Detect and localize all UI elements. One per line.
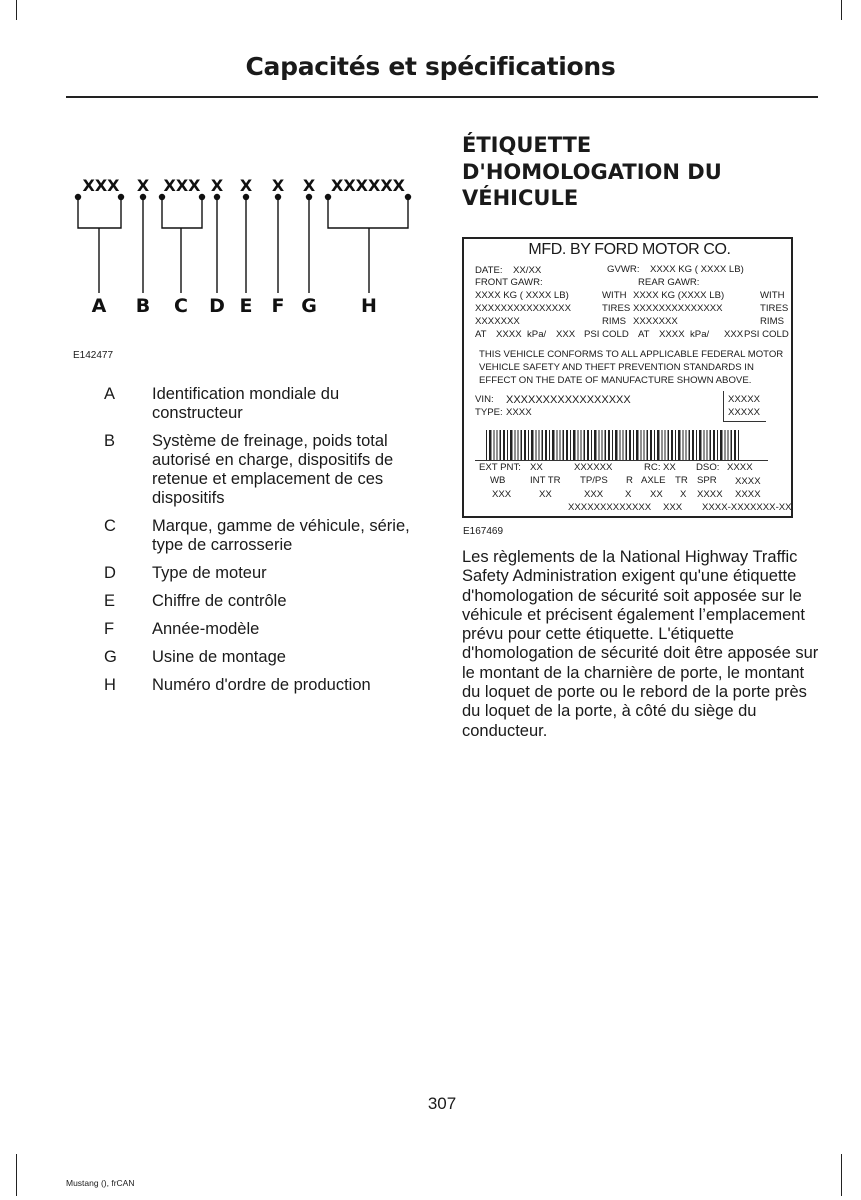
barcode-bar bbox=[612, 430, 613, 460]
section-heading-line: D'HOMOLOGATION DU bbox=[462, 159, 722, 184]
label-spr-value: XXXX bbox=[735, 476, 761, 487]
legend-description: Marque, gamme de véhicule, série, type de carrosserie bbox=[152, 517, 410, 554]
label-tr: TR bbox=[675, 475, 688, 486]
label-gvwr: GVWR: bbox=[607, 264, 640, 275]
figure-reference: E167469 bbox=[463, 526, 504, 537]
barcode-bar bbox=[542, 430, 544, 460]
barcode-bar bbox=[662, 430, 663, 460]
vin-code-a: XXX bbox=[82, 176, 120, 195]
label-box-code: XXXXX bbox=[728, 407, 760, 418]
barcode-bar bbox=[608, 430, 610, 460]
barcode-bar bbox=[552, 430, 555, 460]
barcode-bar bbox=[641, 430, 642, 460]
label-type: TYPE: bbox=[475, 407, 503, 418]
barcode-bar bbox=[570, 430, 571, 460]
vin-letter-a: A bbox=[91, 295, 107, 317]
barcode-bar bbox=[615, 430, 618, 460]
barcode-bar bbox=[713, 430, 715, 460]
section-heading-line: VÉHICULE bbox=[462, 186, 579, 210]
label-gvwr-value: XXXX KG ( XXXX LB) bbox=[650, 264, 744, 275]
vin-letter-f: F bbox=[271, 295, 285, 317]
vin-letter-h: H bbox=[361, 295, 377, 317]
barcode-bar bbox=[704, 430, 705, 460]
label-rims: RIMS bbox=[760, 316, 784, 327]
label-box-code: XXXXX bbox=[728, 394, 760, 405]
barcode-bar bbox=[584, 430, 586, 460]
vin-letter-b: B bbox=[135, 295, 151, 317]
vin-letter-g: G bbox=[301, 295, 317, 317]
barcode-bar bbox=[507, 430, 508, 460]
label-manufacturer: MFD. BY FORD MOTOR CO. bbox=[528, 241, 731, 258]
barcode-bar bbox=[731, 430, 733, 460]
legend-description: Chiffre de contrôle bbox=[152, 592, 287, 610]
label-spr: SPR bbox=[697, 475, 717, 486]
barcode-bar bbox=[587, 430, 589, 460]
label-long-code-b: XXX bbox=[663, 502, 683, 513]
legend-item bbox=[104, 676, 434, 695]
legend-item bbox=[104, 385, 434, 423]
label-rear-tire: XXXXXXXXXXXXXX bbox=[633, 303, 723, 314]
label-date-value: XX/XX bbox=[513, 265, 542, 276]
barcode-bar bbox=[644, 430, 645, 460]
barcode-bar bbox=[486, 430, 487, 460]
legend-key: A bbox=[104, 385, 116, 403]
certification-label bbox=[462, 237, 793, 518]
label-dso-code: XXXX-XXXXXXX-XX bbox=[702, 502, 792, 513]
label-rear-rim: XXXXXXX bbox=[633, 316, 678, 327]
barcode-bar bbox=[566, 430, 568, 460]
crop-mark bbox=[16, 1154, 17, 1196]
barcode-bar bbox=[599, 430, 600, 460]
barcode-bar bbox=[536, 430, 537, 460]
barcode-bar bbox=[665, 430, 666, 460]
legend-key: E bbox=[104, 592, 116, 610]
label-axle-value: XX bbox=[650, 489, 663, 500]
vin-code-d: X bbox=[210, 176, 224, 195]
label-at: AT bbox=[475, 329, 487, 340]
barcode-bar bbox=[675, 430, 676, 460]
label-rear-weight: XXXX KG (XXXX LB) bbox=[633, 290, 725, 301]
label-dso: DSO: bbox=[696, 462, 720, 473]
legend-key: D bbox=[104, 564, 116, 582]
label-psi: XXX bbox=[724, 329, 744, 340]
vin-code-g: X bbox=[302, 176, 316, 195]
vin-letter-c: C bbox=[174, 295, 188, 317]
legend-description: Usine de montage bbox=[152, 648, 286, 666]
legend-item bbox=[104, 592, 434, 611]
barcode-bar bbox=[725, 430, 726, 460]
vin-code-h: XXXXXX bbox=[330, 176, 406, 195]
label-rims: RIMS bbox=[602, 316, 626, 327]
barcode-bar bbox=[620, 430, 621, 460]
legend-item bbox=[104, 517, 434, 555]
legend-key: B bbox=[104, 432, 116, 450]
barcode-bar bbox=[563, 430, 565, 460]
barcode-bar bbox=[500, 430, 502, 460]
barcode-bar bbox=[657, 430, 660, 460]
barcode-bar bbox=[720, 430, 723, 460]
legend-key: F bbox=[104, 620, 115, 638]
barcode-bar bbox=[626, 430, 628, 460]
vin-code-f: X bbox=[271, 176, 285, 195]
barcode-bar bbox=[647, 430, 649, 460]
label-wb-value: XXX bbox=[492, 489, 512, 500]
label-tr-value: X bbox=[680, 489, 687, 500]
barcode-bar bbox=[521, 430, 523, 460]
label-vin-value: XXXXXXXXXXXXXXXXX bbox=[506, 394, 631, 406]
label-ext-pnt-value: XX bbox=[530, 462, 543, 473]
barcode-bar bbox=[650, 430, 652, 460]
label-dso-value: XXXX bbox=[727, 462, 753, 473]
barcode-bar bbox=[591, 430, 592, 460]
label-pressure: XXXX bbox=[496, 329, 522, 340]
barcode-bar bbox=[557, 430, 558, 460]
barcode-bar bbox=[683, 430, 684, 460]
barcode-bar bbox=[707, 430, 708, 460]
label-axle: AXLE bbox=[641, 475, 666, 486]
label-front-weight: XXXX KG ( XXXX LB) bbox=[475, 290, 569, 301]
legend-description: Type de moteur bbox=[152, 564, 267, 582]
label-conformity-line: THIS VEHICLE CONFORMS TO ALL APPLICABLE FEDERAL MOTOR bbox=[479, 349, 784, 360]
vin-code-e: X bbox=[239, 176, 253, 195]
section-heading-line: ÉTIQUETTE bbox=[462, 133, 592, 157]
label-ext-pnt-code: XXXXXX bbox=[574, 462, 613, 473]
barcode-bar bbox=[623, 430, 624, 460]
legend-item bbox=[104, 648, 434, 667]
barcode-bar bbox=[671, 430, 673, 460]
barcode-bar bbox=[734, 430, 736, 460]
barcode-bar bbox=[629, 430, 631, 460]
barcode-bar bbox=[497, 430, 498, 460]
vin-code-c: XXX bbox=[163, 176, 201, 195]
legend-key: H bbox=[104, 676, 116, 694]
label-pressure: XXXX bbox=[659, 329, 685, 340]
barcode-bar bbox=[573, 430, 576, 460]
vin-letter-e: E bbox=[239, 295, 253, 317]
label-rc-value: XX bbox=[663, 462, 676, 473]
page-number: 307 bbox=[427, 1094, 457, 1113]
label-rear-gawr: REAR GAWR: bbox=[638, 277, 700, 288]
label-vin: VIN: bbox=[475, 394, 494, 405]
label-type-value: XXXX bbox=[506, 407, 532, 418]
legend-description: Système de freinage, poids total autorisé en charge, dispositifs de retenue et emplacement de ces dispositifs bbox=[152, 432, 394, 507]
label-with: WITH bbox=[760, 290, 785, 301]
barcode-bar bbox=[605, 430, 607, 460]
legend-item bbox=[104, 620, 434, 639]
barcode-bar bbox=[668, 430, 670, 460]
label-tp-ps-value: XXX bbox=[584, 489, 604, 500]
label-at: AT bbox=[638, 329, 650, 340]
label-long-code: XXXXXXXXXXXXX bbox=[568, 502, 652, 513]
barcode-bar bbox=[654, 430, 655, 460]
barcode-bar bbox=[738, 430, 739, 460]
body-paragraph: Les règlements de la National Highway Traffic Safety Administration exigent qu'une étiquette d'homologation de sécurité soit apposée sur le véhicule et précisent également l’emplacement prévu pour cette étiquette. L'étiquette d'homologation de sécurité doit être apposée sur le montant de la charnière de porte, le montant du loquet de porte ou le rebord de la porte près du loquet de la porte, à côté du siège du conducteur. bbox=[462, 548, 819, 740]
label-psi-cold: PSI COLD bbox=[584, 329, 629, 340]
legend-key: C bbox=[104, 517, 116, 535]
barcode-bar bbox=[633, 430, 634, 460]
section-heading bbox=[462, 132, 802, 212]
label-r: R bbox=[626, 475, 633, 486]
label-psi-cold: PSI COLD bbox=[744, 329, 789, 340]
crop-mark bbox=[16, 0, 17, 20]
header-divider bbox=[66, 96, 818, 98]
page-title: Capacités et spécifications bbox=[245, 52, 616, 81]
label-spr-code: XXXX bbox=[735, 489, 761, 500]
label-tp-ps: TP/PS bbox=[580, 475, 608, 486]
barcode-bar bbox=[636, 430, 639, 460]
barcode-bar bbox=[686, 430, 687, 460]
label-psi: XXX bbox=[556, 329, 576, 340]
label-ext-pnt: EXT PNT: bbox=[479, 462, 521, 473]
barcode-bar bbox=[503, 430, 505, 460]
barcode-bar bbox=[510, 430, 513, 460]
label-conformity-line: VEHICLE SAFETY AND THEFT PREVENTION STANDARDS IN bbox=[479, 362, 754, 373]
barcode-bar bbox=[524, 430, 526, 460]
barcode-bar bbox=[717, 430, 718, 460]
legend-description: Numéro d'ordre de production bbox=[152, 676, 371, 694]
label-tires: TIRES bbox=[602, 303, 631, 314]
legend-description: Identification mondiale du constructeur bbox=[152, 385, 340, 422]
barcode-bar bbox=[489, 430, 492, 460]
label-rc: RC: bbox=[644, 462, 661, 473]
vin-code-b: X bbox=[136, 176, 150, 195]
barcode-bar bbox=[515, 430, 516, 460]
label-kpa: kPa/ bbox=[527, 329, 547, 340]
barcode-bar bbox=[696, 430, 697, 460]
label-front-tire: XXXXXXXXXXXXXXX bbox=[475, 303, 571, 314]
label-int-tr: INT TR bbox=[530, 475, 561, 486]
figure-reference: E142477 bbox=[73, 350, 114, 361]
barcode-bar bbox=[539, 430, 540, 460]
label-kpa: kPa/ bbox=[690, 329, 710, 340]
label-divider bbox=[475, 460, 768, 461]
legend-item bbox=[104, 432, 434, 508]
barcode-bar bbox=[549, 430, 550, 460]
crop-mark bbox=[841, 1154, 842, 1196]
legend-description: Année-modèle bbox=[152, 620, 260, 638]
barcode-bar bbox=[528, 430, 529, 460]
label-wb: WB bbox=[490, 475, 506, 486]
barcode-bar bbox=[594, 430, 597, 460]
label-int-tr-value: XX bbox=[539, 489, 552, 500]
label-tires: TIRES bbox=[760, 303, 789, 314]
label-front-gawr: FRONT GAWR: bbox=[475, 277, 543, 288]
barcode-bar bbox=[689, 430, 691, 460]
vin-letter-d: D bbox=[209, 295, 225, 317]
label-with: WITH bbox=[602, 290, 627, 301]
barcode-bar bbox=[581, 430, 582, 460]
label-conformity-line: EFFECT ON THE DATE OF MANUFACTURE SHOWN ABOVE. bbox=[479, 375, 752, 386]
legend-item bbox=[104, 564, 434, 583]
barcode-bar bbox=[699, 430, 702, 460]
label-date: DATE: bbox=[475, 265, 503, 276]
barcode-bar bbox=[602, 430, 603, 460]
barcode-bar bbox=[710, 430, 712, 460]
barcode-bar bbox=[494, 430, 495, 460]
barcode-bar bbox=[692, 430, 694, 460]
label-spr-code: XXXX bbox=[697, 489, 723, 500]
barcode-bar bbox=[560, 430, 561, 460]
label-r-value: X bbox=[625, 489, 632, 500]
barcode-bar bbox=[578, 430, 579, 460]
barcode-bar bbox=[728, 430, 729, 460]
barcode-bar bbox=[518, 430, 519, 460]
barcode-bar bbox=[531, 430, 534, 460]
vin-barcode bbox=[482, 424, 744, 464]
footer-document-id: Mustang (), frCAN bbox=[66, 1178, 135, 1188]
barcode-bar bbox=[545, 430, 547, 460]
barcode-bar bbox=[678, 430, 681, 460]
crop-mark bbox=[841, 0, 842, 20]
legend-key: G bbox=[104, 648, 117, 666]
label-front-rim: XXXXXXX bbox=[475, 316, 520, 327]
vin-diagram bbox=[64, 168, 434, 328]
